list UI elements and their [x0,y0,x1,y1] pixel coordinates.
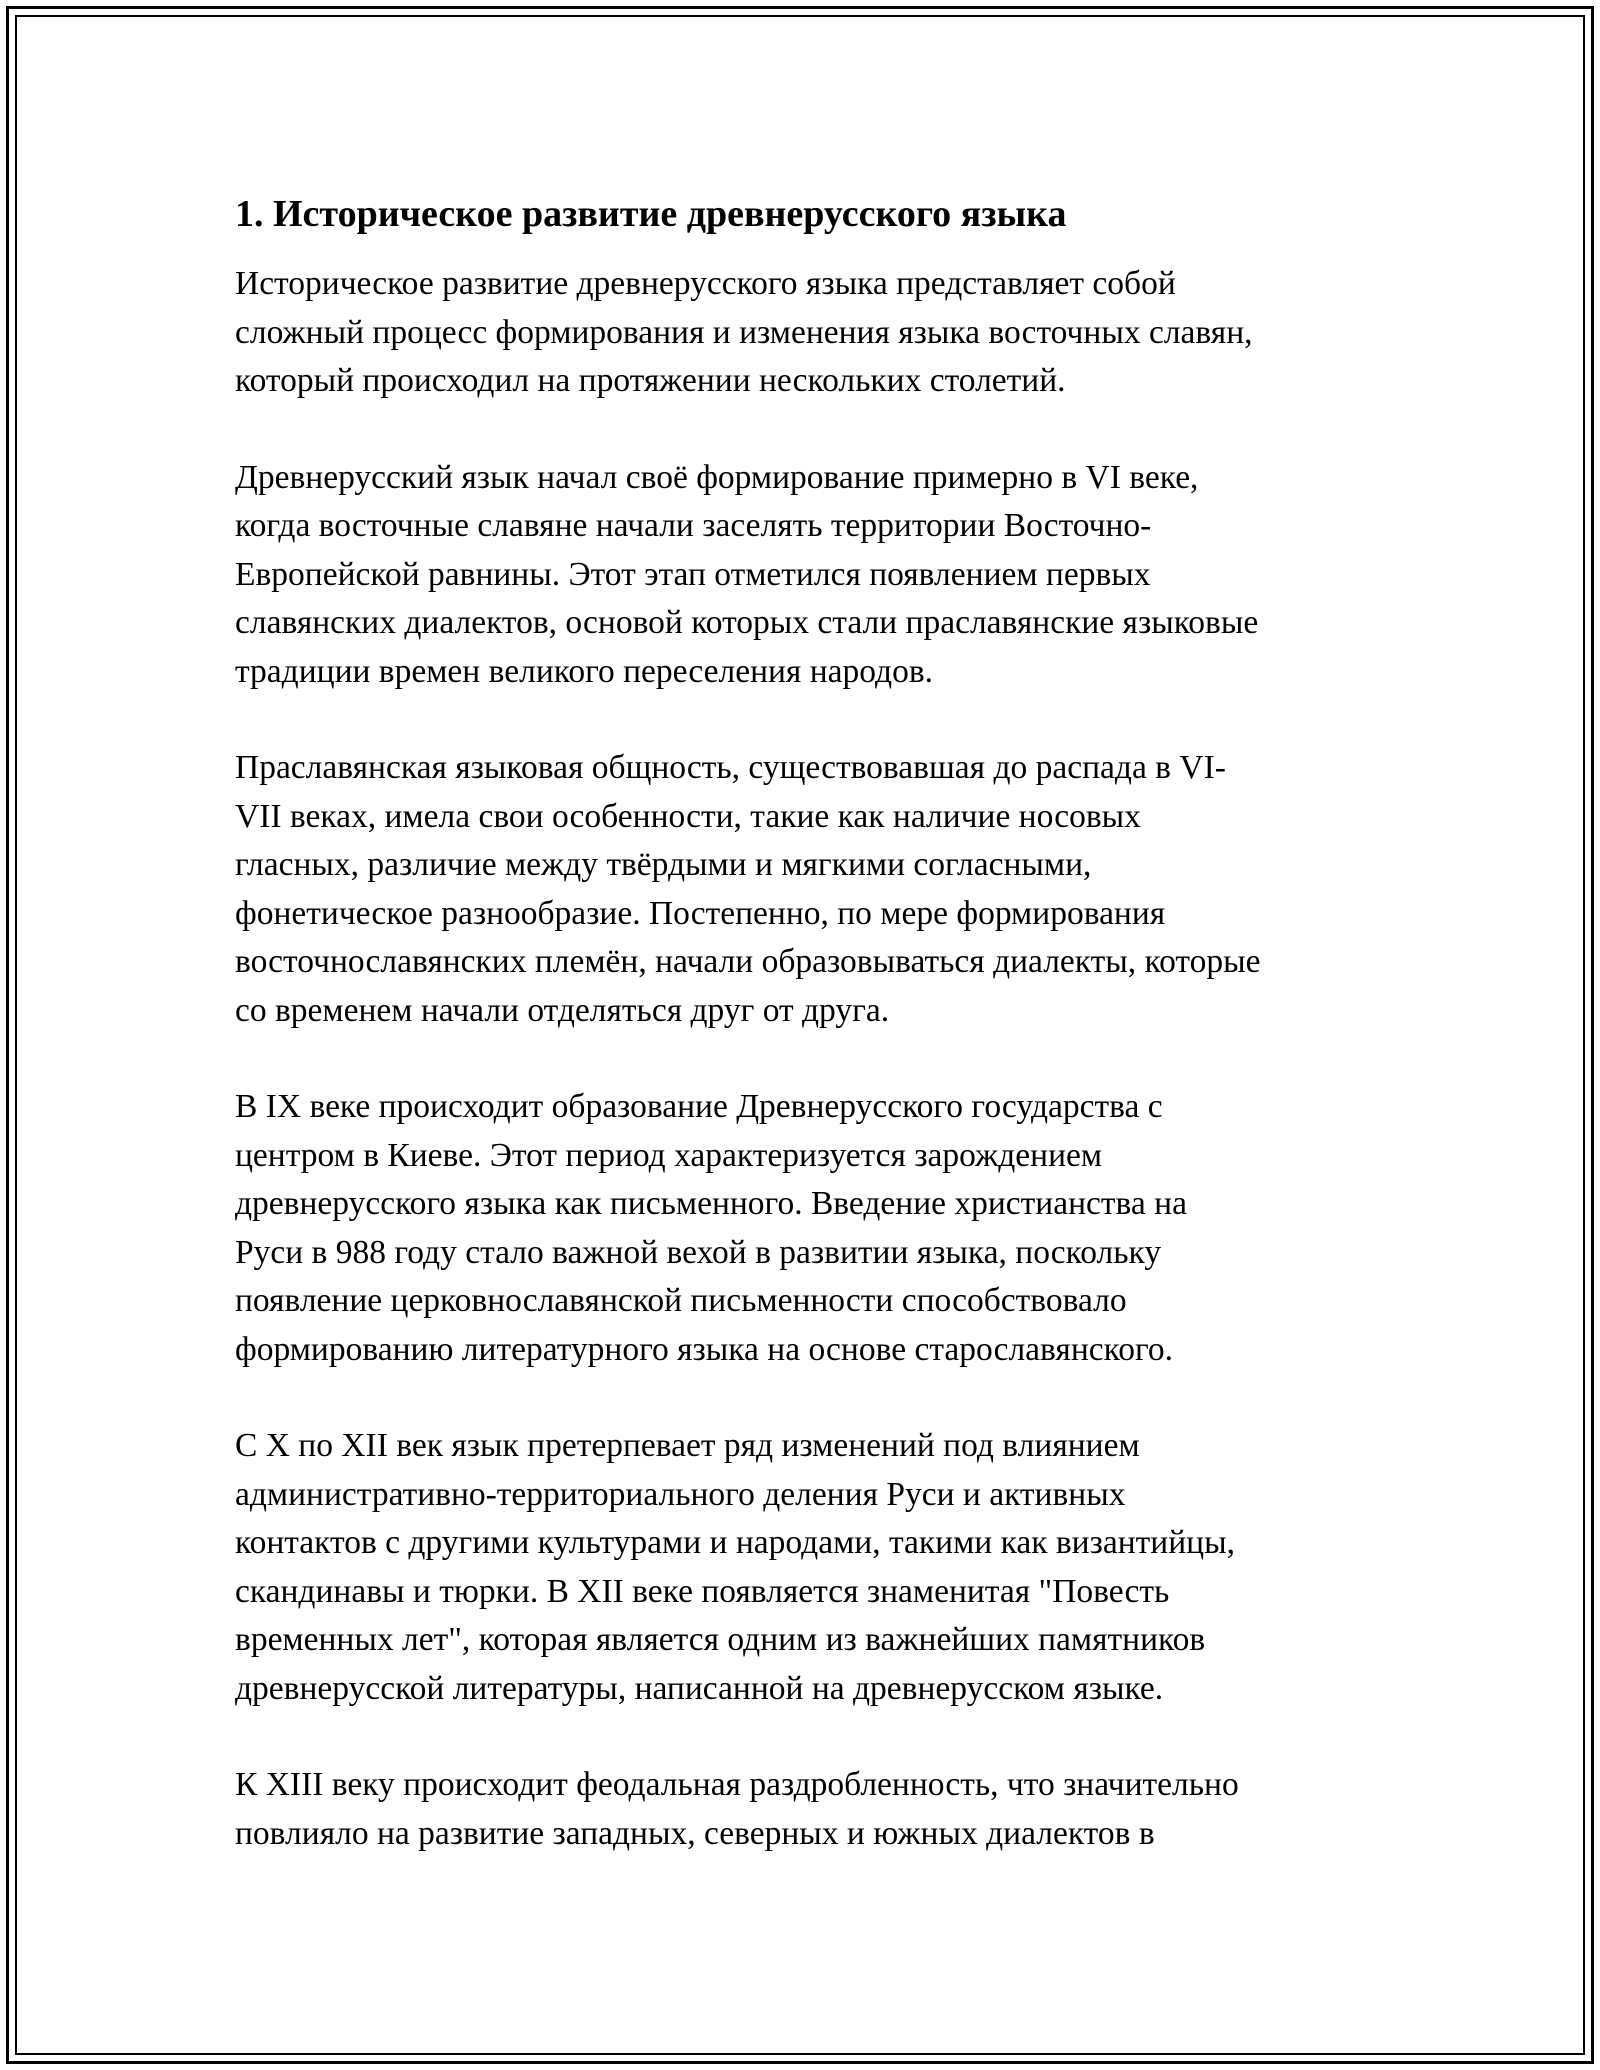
paragraph-6 [235,1761,1395,1858]
text-line: С X по XII век язык претерпевает ряд изменений под влиянием [235,1427,1140,1464]
paragraph-1 [235,260,1395,406]
text-line: появление церковнославянской письменности способствовало [235,1282,1127,1319]
text-line: Европейской равнины. Этот этап отметился появлением первых [235,555,1151,593]
document-page [235,188,1395,1906]
paragraph-4 [235,1083,1395,1374]
text-line: контактов с другими культурами и народами, такими как византийцы, [235,1524,1235,1561]
text-line: гласных, различие между твёрдыми и мягкими согласными, [235,846,1092,883]
text-line: восточнославянских племён, начали образовываться диалекты, которые [235,943,1261,980]
text-line: повлияло на развитие западных, северных и южных диалектов в [235,1814,1155,1852]
text-line: К XIII веку происходит феодальная раздробленность, что значительно [235,1766,1239,1803]
text-line: Праславянская языковая общность, существовавшая до распада в VI- [235,749,1226,786]
text-line: VII веках, имела свои особенности, такие как наличие носовых [235,797,1141,835]
text-line: который происходил на протяжении нескольких столетий. [235,362,1066,399]
text-line: центром в Киеве. Этот период характеризуется зарождением [235,1136,1103,1174]
text-line: Руси в 988 году стало важной вехой в развитии языка, поскольку [235,1233,1162,1271]
text-line: Древнерусский язык начал своё формирование примерно в VI веке, [235,458,1199,496]
section-heading: 1. Историческое развитие древнерусского языка [235,193,1067,235]
text-line: Историческое развитие древнерусского языка представляет собой [235,265,1176,302]
text-line: когда восточные славяне начали заселять территории Восточно- [235,507,1152,544]
text-line: В IX веке происходит образование Древнерусского государства с [235,1088,1163,1125]
text-line: древнерусской литературы, написанной на древнерусском языке. [235,1669,1164,1707]
text-line: скандинавы и тюрки. В XII веке появляется знаменитая "Повесть [235,1572,1170,1610]
paragraph-3 [235,744,1395,1035]
text-line: славянских диалектов, основой которых стали праславянские языковые [235,604,1259,641]
paragraph-5 [235,1422,1395,1713]
text-line: фонетическое разнообразие. Постепенно, по мере формирования [235,894,1166,932]
paragraph-2 [235,454,1395,697]
text-line: формированию литературного языка на основе старославянского. [235,1330,1173,1368]
text-line: административно-территориального деления Руси и активных [235,1475,1126,1513]
text-line: сложный процесс формирования и изменения языка восточных славян, [235,313,1253,351]
text-line: со временем начали отделяться друг от друга. [235,991,890,1029]
text-line: традиции времен великого переселения народов. [235,652,934,690]
text-line: временных лет", которая является одним из важнейших памятников [235,1621,1206,1658]
text-line: древнерусского языка как письменного. Введение христианства на [235,1185,1187,1222]
